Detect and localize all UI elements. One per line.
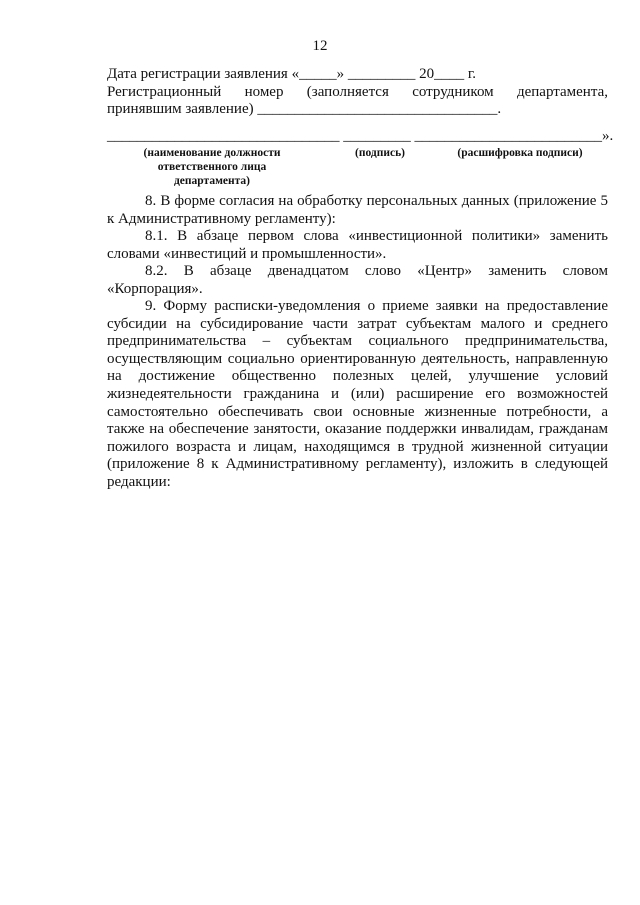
paragraph-8-2 [107, 263, 608, 298]
caption-position-line-1: (наименование должности [143, 147, 281, 159]
caption-signature: (подпись) [355, 147, 405, 159]
paragraph-9-line-1: 9. Форму расписки-уведомления о приеме заявки на предоставление [145, 298, 608, 314]
paragraph-8-line-1: 8. В форме согласия на обработку персональных данных (приложение 5 [145, 193, 608, 209]
paragraph-9-line-10: (приложение 8 к Административному регламенту), изложить в следующей [107, 456, 608, 473]
page-number: 12 [312, 38, 328, 54]
registration-date-line: Дата регистрации заявления «_____» _________ 20____ г. [107, 66, 477, 82]
signature-line: _______________________________ _________ _________________________». [107, 128, 614, 144]
paragraph-9-line-3: предпринимательства – субъектам социального предпринимательства, [107, 333, 608, 350]
caption-position-line-3: департамента) [173, 175, 250, 187]
paragraph-9-line-8: также на обеспечение занятости, оказание поддержки инвалидам, гражданам [107, 421, 608, 438]
paragraph-8-2-line-2: «Корпорация». [107, 280, 203, 297]
caption-position [112, 146, 312, 188]
paragraph-8-1-line-1: 8.1. В абзаце первом слова «инвестиционной политики» заменить [145, 228, 608, 244]
paragraph-9 [107, 298, 608, 492]
paragraph-9-line-2: субсидии на субсидирование части затрат субъектам малого и среднего [107, 315, 608, 332]
paragraph-9-line-4: осуществляющим социально ориентированную деятельность, направленную [107, 350, 608, 367]
paragraph-8-1 [107, 228, 608, 263]
paragraph-9-line-9: пожилого возраста и лицам, находящимся в трудной жизненной ситуации [107, 438, 608, 455]
paragraph-8-1-line-2: словами «инвестиций и промышленности». [107, 245, 387, 262]
registration-number-line-1: Регистрационный номер (заполняется сотрудником департамента, [107, 83, 608, 100]
paragraph-9-line-6: жизнедеятельности гражданина и (или) расширение его возможностей [107, 385, 608, 402]
paragraph-8-line-2: к Административному регламенту): [107, 210, 336, 227]
caption-position-line-2: ответственного лица [157, 161, 267, 173]
paragraph-8 [107, 193, 608, 228]
registration-number-line-2: принявшим заявление) ________________________________. [107, 101, 502, 118]
paragraph-8-2-line-1: 8.2. В абзаце двенадцатом слово «Центр» заменить словом [145, 263, 608, 279]
paragraph-9-line-7: самостоятельно обеспечивать свои основные жизненные потребности, а [107, 403, 608, 420]
caption-decoding: (расшифровка подписи) [457, 147, 583, 159]
paragraph-9-line-5: на достижение общественно полезных целей, улучшение условий [107, 368, 608, 385]
paragraph-9-line-11: редакции: [107, 473, 171, 490]
registration-block [107, 66, 608, 119]
